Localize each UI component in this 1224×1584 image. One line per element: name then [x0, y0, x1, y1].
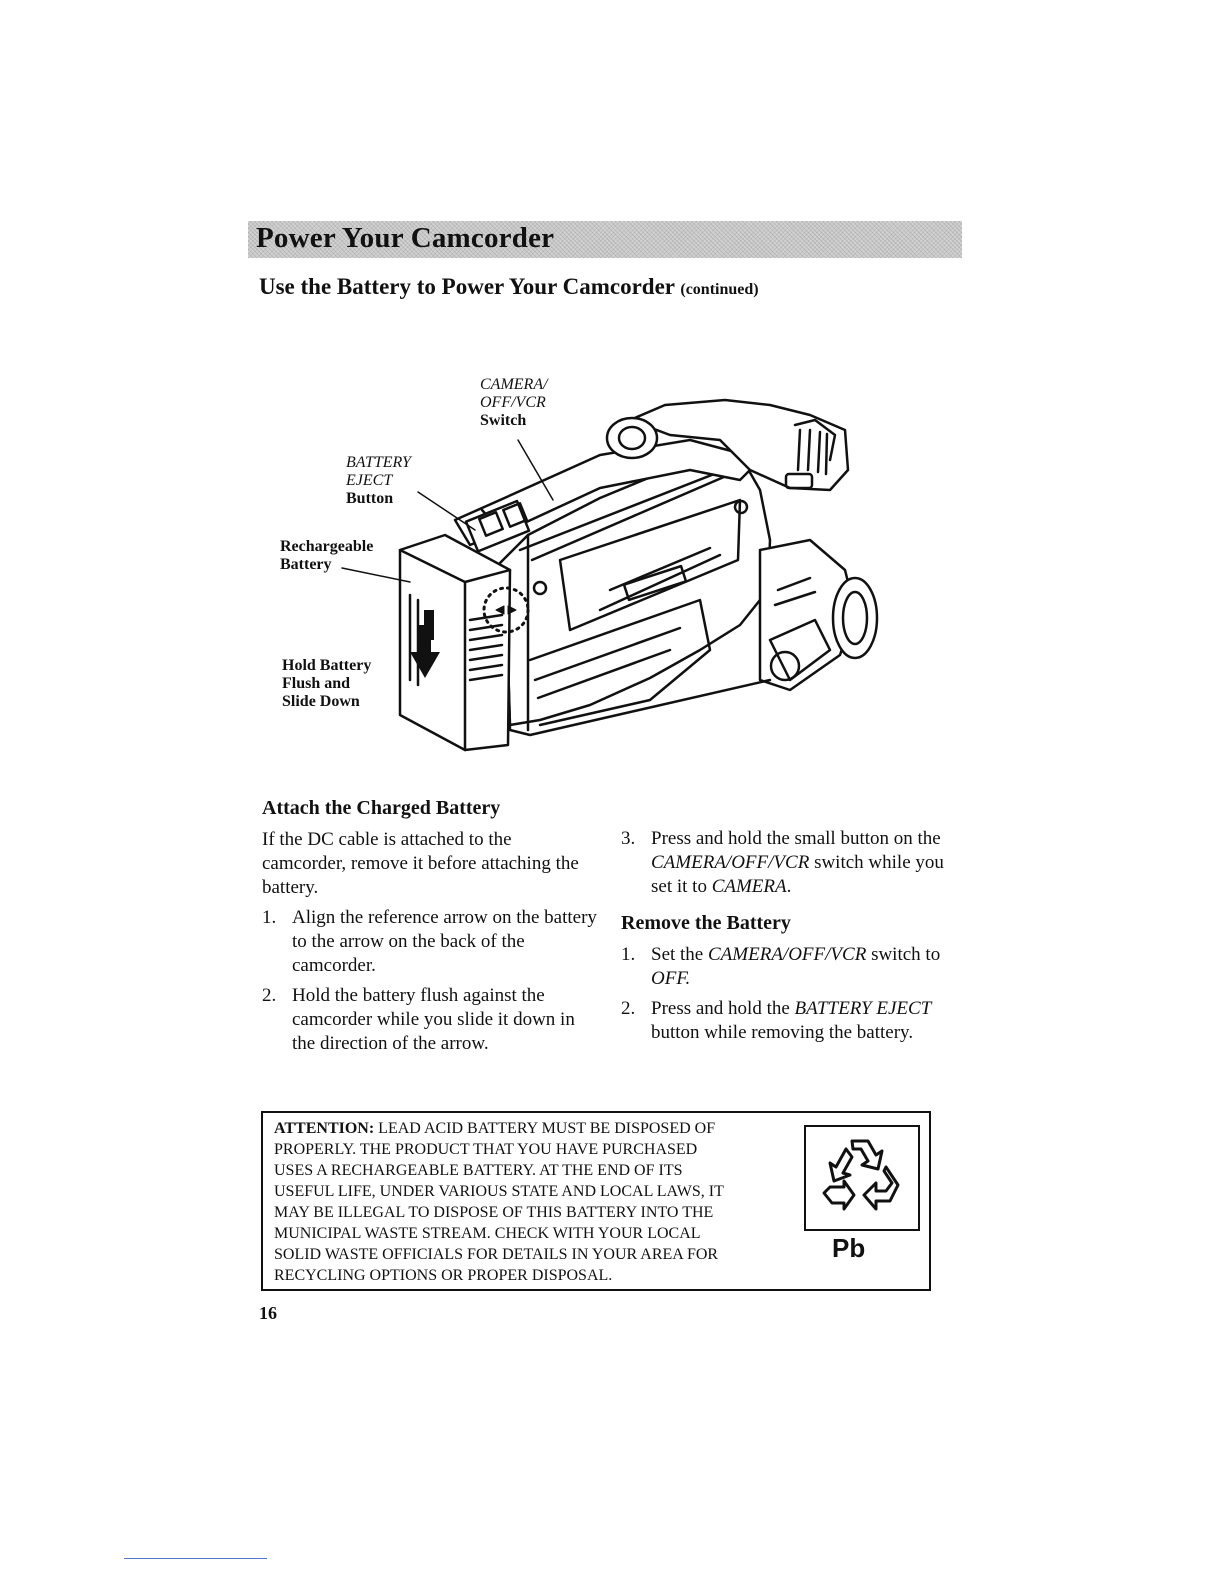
step-number: 2.: [262, 985, 277, 1006]
callout-eject-line1: BATTERY: [346, 454, 411, 471]
callout-battery-line2: Battery: [280, 556, 332, 573]
camcorder-figure: [270, 360, 890, 780]
attach-heading: Attach the Charged Battery: [262, 797, 501, 819]
callout-eject-line3: Button: [346, 490, 394, 507]
page-subheading: [259, 274, 759, 300]
recycle-icon: [806, 1127, 918, 1229]
recycle-symbol-box: [804, 1125, 920, 1231]
callout-battery-line1: Rechargeable: [280, 538, 374, 555]
section-title: Power Your Camcorder: [256, 222, 555, 254]
attach-step-3-text-a: Press and hold the small button on the: [651, 828, 941, 849]
callout-battery-eject: [346, 454, 411, 508]
remove-step-2-text-c: button while removing the battery.: [651, 1022, 914, 1043]
callout-rechargeable-battery: [280, 538, 373, 574]
remove-step-1-text-c: switch to: [866, 944, 941, 965]
callout-switch-line3: Switch: [480, 412, 527, 429]
step-number: 3.: [621, 828, 636, 849]
step-number: 1.: [621, 944, 636, 965]
remove-step-2-text-a: Press and hold the: [651, 998, 795, 1019]
attention-label: ATTENTION:: [274, 1120, 375, 1137]
callout-hold-battery: [282, 657, 371, 711]
callout-eject-line2: EJECT: [346, 472, 393, 489]
attach-step-3-switch: CAMERA/OFF/VCR: [651, 852, 810, 873]
attach-step-3-period: .: [786, 876, 792, 897]
remove-step-1-switch: CAMERA/OFF/VCR: [708, 944, 867, 965]
remove-step-1-text-a: Set the: [651, 944, 708, 965]
right-column: [621, 827, 966, 1045]
attention-notice: [261, 1111, 931, 1291]
remove-step-2: [621, 997, 966, 1045]
section-banner: [248, 221, 962, 258]
lead-symbol-label: Pb: [832, 1233, 866, 1263]
remove-step-1-off: OFF.: [651, 968, 691, 989]
remove-step-2-eject: BATTERY EJECT: [794, 998, 932, 1019]
subheading-note: (continued): [680, 281, 759, 298]
attach-step-2-text: Hold the battery flush against the camcorder while you slide it down in the direction of the arrow.: [292, 985, 575, 1054]
attention-text: [274, 1118, 799, 1286]
callout-hold-line3: Slide Down: [282, 693, 360, 710]
callout-switch-line2: OFF/VCR: [480, 394, 546, 411]
callout-switch-line1: CAMERA/: [480, 376, 548, 393]
attach-step-3-text-c: switch while you set it to: [651, 852, 944, 897]
callout-camera-switch: [480, 376, 548, 430]
attach-battery-section: [262, 796, 597, 1056]
remove-heading: Remove the Battery: [621, 912, 791, 934]
page-number: 16: [259, 1303, 277, 1323]
remove-step-1: [621, 943, 966, 991]
footer-rule: [124, 1558, 267, 1559]
callout-hold-line1: Hold Battery: [282, 657, 372, 674]
attach-intro: If the DC cable is attached to the camcorder, remove it before attaching the battery.: [262, 829, 579, 898]
subheading-text: Use the Battery to Power Your Camcorder: [259, 274, 675, 299]
attach-step-1-text: Align the reference arrow on the battery to the arrow on the back of the camcorder.: [292, 907, 597, 976]
callout-hold-line2: Flush and: [282, 675, 351, 692]
attention-body: LEAD ACID BATTERY MUST BE DISPOSED OF PROPERLY. THE PRODUCT THAT YOU HAVE PURCHASED USES A RECHARGEABLE BATTERY. AT THE END OF ITS USEFUL LIFE, UNDER VARIOUS STATE AND LOCAL LAWS, IT MAY BE ILLEGAL TO DISPOSE OF THIS BATTERY INTO THE MUNICIPAL WASTE STREAM. CHECK WITH YOUR LOCAL SOLID WASTE OFFICIALS FOR DETAILS IN YOUR AREA FOR RECYCLING OPTIONS OR PROPER DISPOSAL.: [274, 1120, 724, 1284]
attach-step-1: [262, 906, 597, 978]
attach-step-2: [262, 984, 597, 1056]
step-number: 2.: [621, 998, 636, 1019]
attach-step-3-camera: CAMERA: [711, 876, 787, 897]
step-number: 1.: [262, 907, 277, 928]
attach-step-3: [621, 827, 966, 899]
